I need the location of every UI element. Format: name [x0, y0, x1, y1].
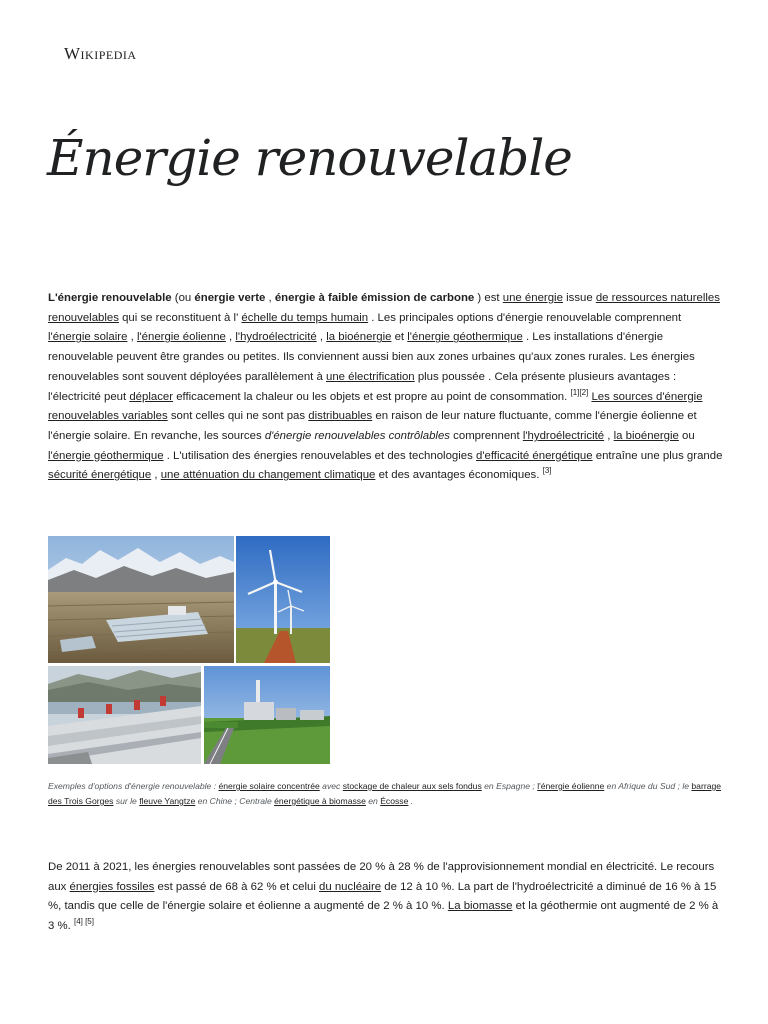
link-hydroelectricite[interactable]: l'hydroélectricité	[235, 331, 317, 344]
link-une-energie[interactable]: une énergie	[502, 292, 563, 304]
page-title: Énergie renouvelable	[47, 129, 572, 187]
text: Exemples d'options d'énergie renouvelable :	[48, 781, 219, 791]
text: ,	[265, 292, 275, 304]
text: en raison de leur nature fluctuante, comme l'énergie éolienne et l'énergie solaire. En revanche, les sources	[48, 410, 697, 442]
text: . Les installations d'énergie renouvelable peuvent être grandes ou petites. Ils conviennent aussi bien aux zones urbaines qu'aux zones rurales. Les énergies renouvelables sont souvent déployées parallèlement à	[48, 331, 695, 383]
link-geothermique[interactable]: l'énergie géothermique	[407, 331, 523, 344]
link-ressources-naturelles[interactable]: de ressources naturelles renouvelables	[48, 292, 720, 324]
intro-paragraph	[48, 289, 726, 486]
text: .	[408, 796, 414, 806]
text: efficacement la chaleur ou les objets et est propre au point de consommation.	[173, 390, 571, 403]
bold-term: énergie à faible émission de carbone	[274, 292, 475, 304]
link-electrification[interactable]: une électrification	[326, 370, 415, 383]
link-securite-energetique[interactable]: sécurité énergétique	[48, 469, 152, 482]
text: et	[391, 331, 408, 344]
solar-plant-image	[48, 536, 234, 663]
wind-turbine-image	[236, 536, 330, 663]
text: en Espagne ;	[481, 781, 538, 791]
text: sur le	[113, 796, 140, 806]
link-caption-eolienne[interactable]: l'énergie éolienne	[537, 781, 605, 791]
text: qui se reconstituent à l'	[118, 311, 242, 324]
link-geothermique-2[interactable]: l'énergie géothermique	[48, 449, 164, 462]
bold-term: L'énergie renouvelable	[48, 292, 172, 304]
text: ,	[604, 429, 614, 442]
text: en Chine ; Centrale	[195, 796, 275, 806]
link-sources-variables[interactable]: Les sources d'énergie renouvelables variables	[48, 390, 703, 423]
link-biomasse[interactable]: La biomasse	[447, 900, 513, 913]
text: ,	[225, 331, 236, 344]
link-energies-fossiles[interactable]: énergies fossiles	[69, 880, 155, 893]
image-gallery	[48, 536, 330, 764]
link-trois-gorges[interactable]: barrage des Trois Gorges	[48, 781, 722, 806]
italic-term: d'énergie renouvelables contrôlables	[264, 429, 450, 442]
link-bioenergie[interactable]: la bioénergie	[326, 331, 392, 344]
text: ,	[316, 331, 327, 344]
link-bioenergie-2[interactable]: la bioénergie	[613, 429, 679, 442]
text: ) est	[474, 292, 503, 304]
link-attenuation-climat[interactable]: une atténuation du changement climatique	[160, 469, 376, 482]
text: est passé de 68 à 62 % et celui	[154, 880, 320, 893]
text: . L'utilisation des énergies renouvelables et des technologies	[163, 449, 476, 462]
text: entraîne une plus grande	[592, 449, 723, 462]
biomass-plant-image	[204, 666, 330, 764]
link-centrale-biomasse[interactable]: énergétique à biomasse	[274, 796, 366, 806]
wind-turbine-photo[interactable]	[236, 536, 330, 663]
wikipedia-wordmark[interactable]: Wikipedia	[64, 44, 137, 63]
text: et la géothermie ont augmenté de 2 % à 3 %.	[48, 900, 719, 933]
link-deplacer[interactable]: déplacer	[129, 390, 174, 403]
text: comprennent	[450, 429, 523, 442]
text: de 12 à 10 %. La part de l'hydroélectricité a diminué de 16 % à 15 %, tandis que celle de l'énergie solaire et éolienne a augmenté de 2 % à 10 %.	[48, 880, 717, 913]
gallery-caption	[48, 779, 728, 809]
text: et des avantages économiques.	[375, 469, 543, 482]
solar-plant-photo[interactable]	[48, 536, 234, 663]
link-stockage-sels-fondus[interactable]: stockage de chaleur aux sels fondus	[342, 781, 482, 791]
link-ecosse[interactable]: Écosse	[380, 796, 409, 806]
text: plus poussée . Cela présente plusieurs avantages : l'électricité peut	[48, 370, 677, 403]
text: . Les principales options d'énergie renouvelable comprennent	[368, 311, 682, 324]
reference-3[interactable]: [3]	[542, 466, 552, 476]
link-distribuables[interactable]: distribuables	[308, 410, 373, 423]
link-nucleaire[interactable]: du nucléaire	[319, 880, 382, 893]
reference-4-5[interactable]: [4] [5]	[73, 917, 94, 927]
text: ,	[151, 469, 161, 482]
link-hydroelectricite-2[interactable]: l'hydroélectricité	[522, 429, 605, 442]
text: avec	[319, 781, 343, 791]
text: De 2011 à 2021, les énergies renouvelables sont passées de 20 % à 28 % de l'approvisionnement mondial en électricité. Le recours aux	[48, 861, 715, 893]
dam-photo[interactable]	[48, 666, 201, 764]
link-energie-eolienne[interactable]: l'énergie éolienne	[136, 331, 226, 344]
bold-term: énergie verte	[194, 292, 266, 304]
reference-1-2[interactable]: [1][2]	[570, 387, 589, 397]
biomass-plant-photo[interactable]	[204, 666, 330, 764]
link-efficacite-energetique[interactable]: d'efficacité énergétique	[475, 449, 593, 462]
stats-paragraph	[48, 858, 726, 937]
text: sont celles qui ne sont pas	[167, 410, 309, 423]
link-echelle-temps[interactable]: échelle du temps humain	[241, 311, 369, 324]
link-energie-solaire[interactable]: l'énergie solaire	[48, 331, 128, 344]
text: (ou	[171, 292, 195, 304]
text: en Afrique du Sud ; le	[604, 781, 692, 791]
link-yangtze[interactable]: fleuve Yangtze	[139, 796, 196, 806]
text: ,	[127, 331, 137, 344]
dam-image	[48, 666, 201, 764]
text: en	[365, 796, 381, 806]
link-solaire-concentree[interactable]: énergie solaire concentrée	[218, 781, 320, 791]
text: ou	[678, 429, 695, 442]
text: issue	[562, 292, 596, 304]
